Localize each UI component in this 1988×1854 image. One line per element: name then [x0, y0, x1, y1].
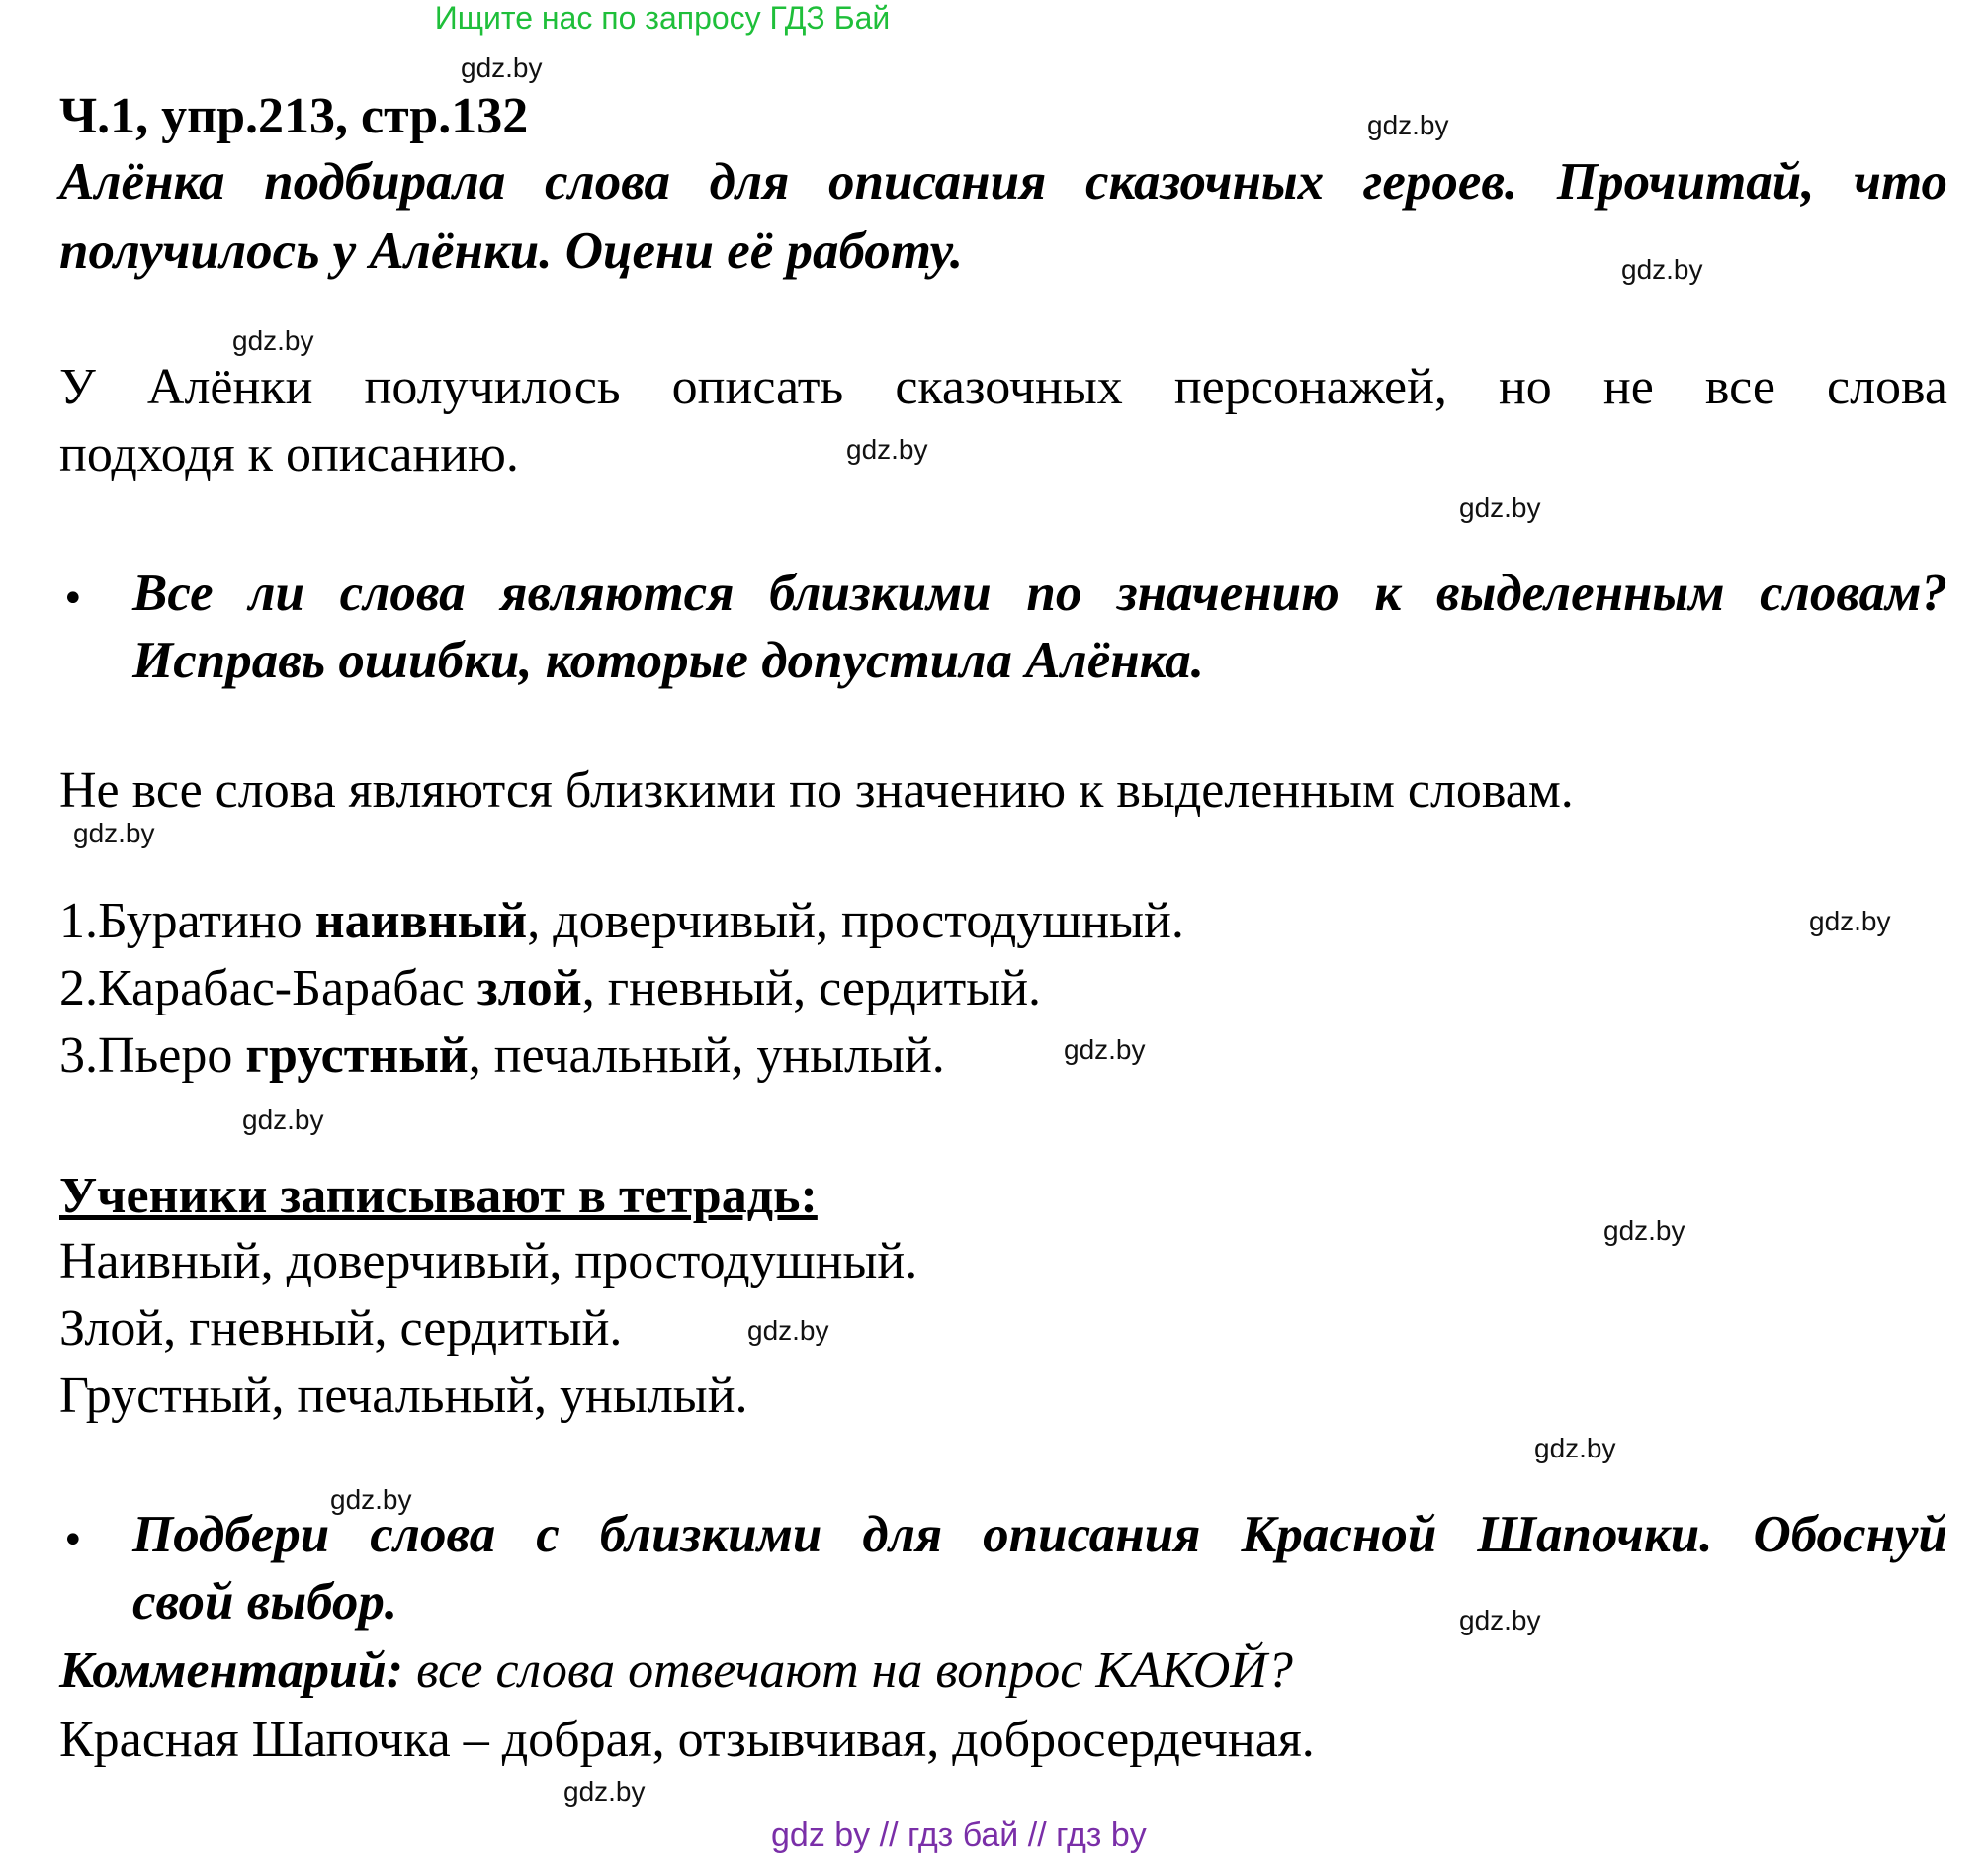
watermark: gdz.by: [1809, 906, 1891, 936]
watermark: gdz.by: [1459, 1605, 1541, 1635]
page-title: Ч.1, упр.213, стр.132: [59, 88, 529, 144]
bullet-icon: •: [61, 576, 85, 622]
list-item-2-keyword: злой: [476, 960, 582, 1016]
watermark: gdz.by: [461, 52, 543, 83]
task-2-line-2: Исправь ошибки, которые допустила Алёнка.: [132, 632, 1204, 689]
task-2-line-1-text: Все ли слова являются близкими по значению к выделенным словам?: [132, 565, 1947, 622]
watermark: gdz.by: [1459, 492, 1541, 523]
task-3-line-2: свой выбор.: [132, 1573, 398, 1631]
footer-links[interactable]: gdz by // гдз бай // гдз by: [771, 1816, 1147, 1854]
list-item-3-keyword: грустный: [245, 1027, 469, 1084]
watermark: gdz.by: [330, 1484, 412, 1515]
list-item-1: [59, 888, 1184, 955]
notebook-line-3: Грустный, печальный, унылый.: [59, 1368, 748, 1424]
list-item-1-prefix: 1.Буратино: [59, 893, 315, 949]
comment-text: все слова отвечают на вопрос КАКОЙ?: [403, 1642, 1293, 1699]
comment-label: Комментарий:: [59, 1642, 404, 1699]
list-item-1-rest: , доверчивый, простодушный.: [527, 893, 1184, 949]
list-item-1-keyword: наивный: [314, 893, 528, 949]
answer-1-line-2: подходя к описанию.: [59, 426, 519, 483]
notebook-heading: Ученики записывают в тетрадь:: [59, 1168, 818, 1224]
list-item-3: [59, 1022, 945, 1090]
answer-2-intro: Не все слова являются близкими по значению к выделенным словам.: [59, 762, 1574, 819]
bullet-icon: •: [61, 1518, 85, 1563]
watermark: gdz.by: [846, 434, 928, 465]
watermark: gdz.by: [1534, 1433, 1616, 1463]
notebook-line-2: Злой, гневный, сердитый.: [59, 1300, 623, 1357]
list-item-3-rest: , печальный, унылый.: [468, 1027, 945, 1084]
answer-1-line-1-text: У Алёнки получилось описать сказочных персонажей, но не все слова: [59, 359, 1947, 415]
watermark: gdz.by: [232, 325, 314, 356]
notebook-line-1: Наивный, доверчивый, простодушный.: [59, 1233, 918, 1289]
watermark: gdz.by: [1603, 1215, 1685, 1246]
list-item-3-prefix: 3.Пьеро: [59, 1027, 246, 1084]
comment: [59, 1637, 1293, 1705]
search-hint-link[interactable]: Ищите нас по запросу ГДЗ Бай: [434, 0, 891, 36]
answer-3: Красная Шапочка – добрая, отзывчивая, добросердечная.: [59, 1712, 1315, 1768]
watermark: gdz.by: [73, 818, 155, 848]
task-3-line-1: [132, 1501, 1947, 1635]
list-item-2: [59, 955, 1041, 1022]
task-1-line-2: получилось у Алёнки. Оцени её работу.: [59, 222, 964, 280]
task-1-line-1-text: Алёнка подбирала слова для описания сказочных героев. Прочитай, что: [59, 153, 1947, 211]
watermark: gdz.by: [1367, 110, 1449, 140]
task-3-line-1-text: Подбери слова с близкими для описания Красной Шапочки. Обоснуй: [132, 1506, 1947, 1563]
watermark: gdz.by: [747, 1315, 829, 1346]
list-item-2-prefix: 2.Карабас-Барабас: [59, 960, 477, 1016]
watermark: gdz.by: [242, 1104, 324, 1135]
watermark: gdz.by: [1621, 254, 1703, 285]
watermark: gdz.by: [563, 1776, 646, 1807]
list-item-2-rest: , гневный, сердитый.: [581, 960, 1042, 1016]
watermark: gdz.by: [1064, 1034, 1146, 1065]
